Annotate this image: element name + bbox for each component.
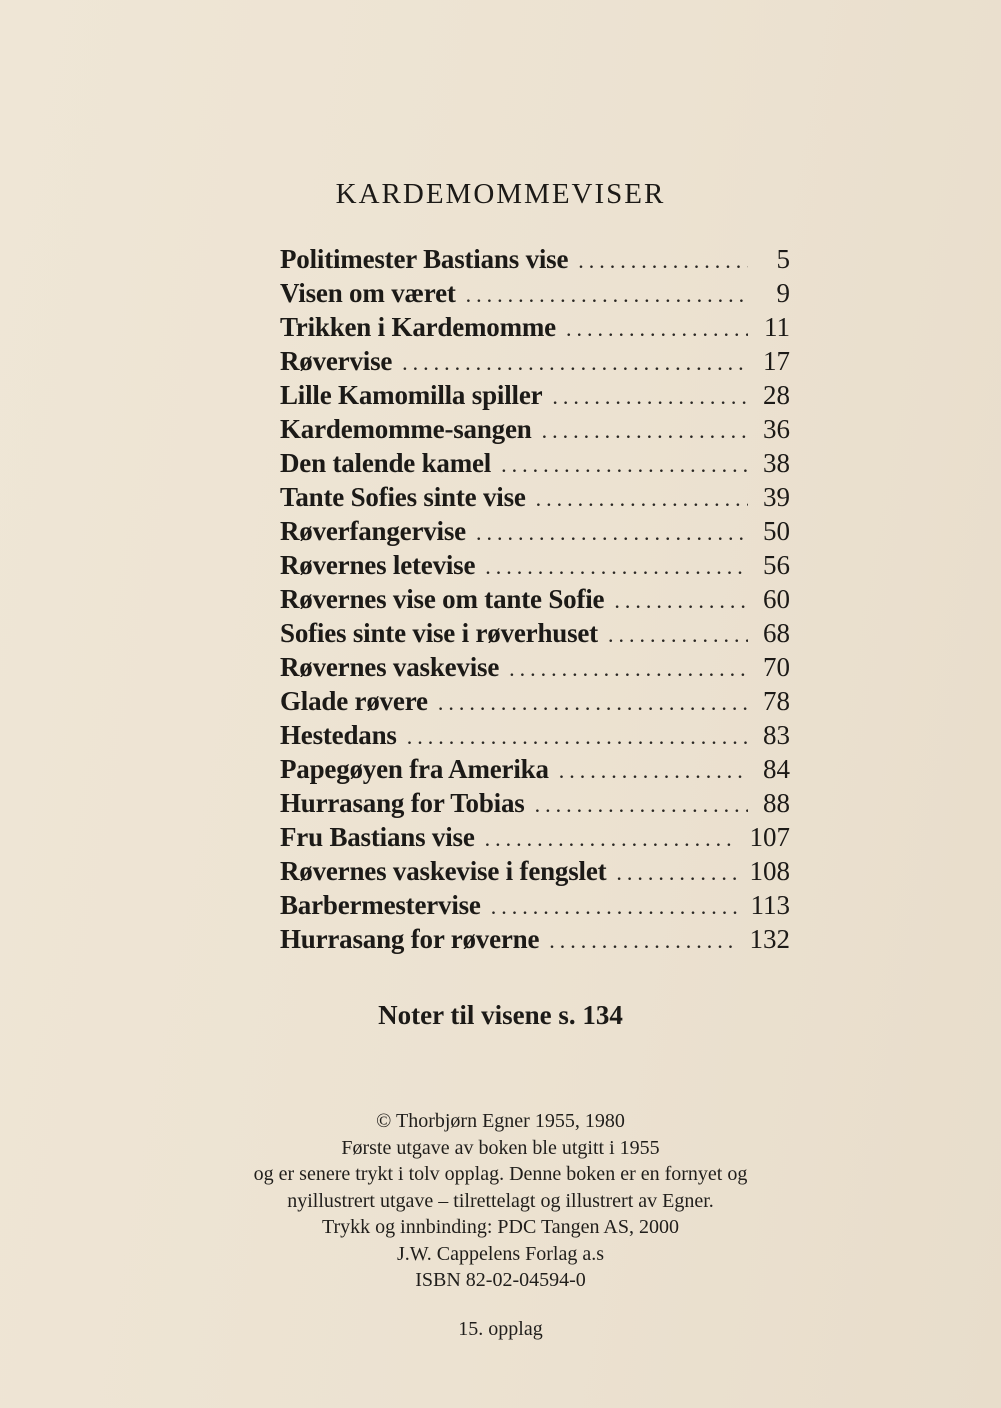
toc-entry — [280, 244, 790, 278]
toc-entry — [280, 924, 790, 958]
toc-entry — [280, 890, 790, 924]
toc-entry-page: 113 — [750, 890, 790, 920]
toc-entry-page: 60 — [763, 584, 790, 614]
toc-entry — [280, 414, 790, 448]
dot-leader — [552, 384, 748, 410]
imprint-line: Første utgave av boken ble utgitt i 1955 — [341, 1136, 660, 1159]
dot-leader — [509, 656, 748, 682]
dot-leader — [559, 758, 748, 784]
toc-entry — [280, 448, 790, 482]
toc-entry-page: 84 — [763, 754, 790, 784]
dot-leader — [485, 554, 748, 580]
toc-entry-page: 39 — [763, 482, 790, 512]
toc-entry — [280, 380, 790, 414]
imprint-block — [0, 1108, 1001, 1294]
dot-leader — [501, 452, 748, 478]
toc-entry-title: Hestedans — [280, 720, 397, 750]
toc-entry-page: 36 — [763, 414, 790, 444]
toc-entry-title: Røverfangervise — [280, 516, 466, 546]
toc-entry-page: 56 — [763, 550, 790, 580]
dot-leader — [616, 860, 737, 886]
dot-leader — [614, 588, 748, 614]
dot-leader — [466, 282, 748, 308]
toc-entry-title: Visen om været — [280, 278, 456, 308]
toc-entry-page: 88 — [763, 788, 790, 818]
toc-entry-title: Tante Sofies sinte vise — [280, 482, 526, 512]
toc-entry-page: 38 — [763, 448, 790, 478]
toc-entry-page: 50 — [763, 516, 790, 546]
toc-entry-title: Barbermestervise — [280, 890, 481, 920]
toc-entry — [280, 584, 790, 618]
toc-entry-title: Sofies sinte vise i røverhuset — [280, 618, 598, 648]
isbn-line: ISBN 82-02-04594-0 — [415, 1269, 586, 1291]
toc-entry — [280, 788, 790, 822]
toc-entry-title: Politimester Bastians vise — [280, 244, 569, 274]
toc-entry-page: 70 — [763, 652, 790, 682]
toc-entry — [280, 720, 790, 754]
printer-line: Trykk og innbinding: PDC Tangen AS, 2000 — [322, 1216, 679, 1238]
toc-entry-title: Hurrasang for Tobias — [280, 788, 525, 818]
dot-leader — [485, 826, 738, 852]
dot-leader — [542, 418, 748, 444]
page-title: KARDEMOMMEVISER — [335, 178, 666, 210]
toc-entry-page: 28 — [763, 380, 790, 410]
dot-leader — [549, 928, 737, 954]
toc-entry-page: 107 — [749, 822, 790, 852]
toc-entry — [280, 754, 790, 788]
toc-entry-page: 5 — [776, 244, 790, 274]
table-of-contents — [280, 244, 790, 958]
notes-reference: Noter til visene s. 134 — [378, 1000, 623, 1030]
toc-entry — [280, 278, 790, 312]
dot-leader — [535, 792, 748, 818]
toc-entry-page: 83 — [763, 720, 790, 750]
toc-entry-title: Røvernes letevise — [280, 550, 476, 580]
toc-entry — [280, 856, 790, 890]
toc-entry-title: Papegøyen fra Amerika — [280, 754, 549, 784]
publisher-line: J.W. Cappelens Forlag a.s — [396, 1242, 604, 1265]
toc-entry-title: Røvervise — [280, 346, 393, 376]
toc-entry-title: Trikken i Kardemomme — [280, 312, 556, 342]
toc-entry-title: Den talende kamel — [280, 448, 492, 478]
toc-entry — [280, 346, 790, 380]
toc-entry — [280, 618, 790, 652]
toc-entry-title: Røvernes vaskevise — [280, 652, 500, 682]
toc-entry — [280, 516, 790, 550]
dot-leader — [608, 622, 748, 648]
toc-entry — [280, 312, 790, 346]
dot-leader — [491, 894, 739, 920]
toc-entry-title: Fru Bastians vise — [280, 822, 475, 852]
toc-entry-page: 78 — [763, 686, 790, 716]
toc-entry-page: 17 — [763, 346, 790, 376]
dot-leader — [407, 724, 748, 750]
toc-entry-title: Lille Kamomilla spiller — [280, 380, 543, 410]
toc-entry-page: 68 — [763, 618, 790, 648]
dot-leader — [402, 350, 748, 376]
toc-entry-title: Kardemomme-sangen — [280, 414, 532, 444]
toc-entry-page: 132 — [749, 924, 790, 954]
toc-entry-title: Hurrasang for røverne — [280, 924, 540, 954]
imprint-line: nyillustrert utgave – tilrettelagt og illustrert av Egner. — [287, 1189, 714, 1212]
dot-leader — [566, 316, 748, 342]
toc-entry-title: Røvernes vaskevise i fengslet — [280, 856, 607, 886]
imprint-line: og er senere trykt i tolv opplag. Denne boken er en fornyet og — [253, 1163, 748, 1185]
dot-leader — [578, 248, 748, 274]
dot-leader — [536, 486, 748, 512]
toc-entry-title: Glade røvere — [280, 686, 428, 716]
toc-entry — [280, 686, 790, 720]
dot-leader — [438, 690, 748, 716]
toc-entry — [280, 482, 790, 516]
toc-entry-page: 108 — [749, 856, 790, 886]
dot-leader — [476, 520, 748, 546]
toc-entry-title: Røvernes vise om tante Sofie — [280, 584, 605, 614]
toc-entry — [280, 652, 790, 686]
toc-entry — [280, 822, 790, 856]
toc-entry — [280, 550, 790, 584]
copyright-line: © Thorbjørn Egner 1955, 1980 — [376, 1110, 625, 1132]
toc-entry-page: 11 — [764, 312, 790, 342]
toc-entry-page: 9 — [776, 278, 790, 308]
edition-line: 15. opplag — [458, 1318, 543, 1340]
